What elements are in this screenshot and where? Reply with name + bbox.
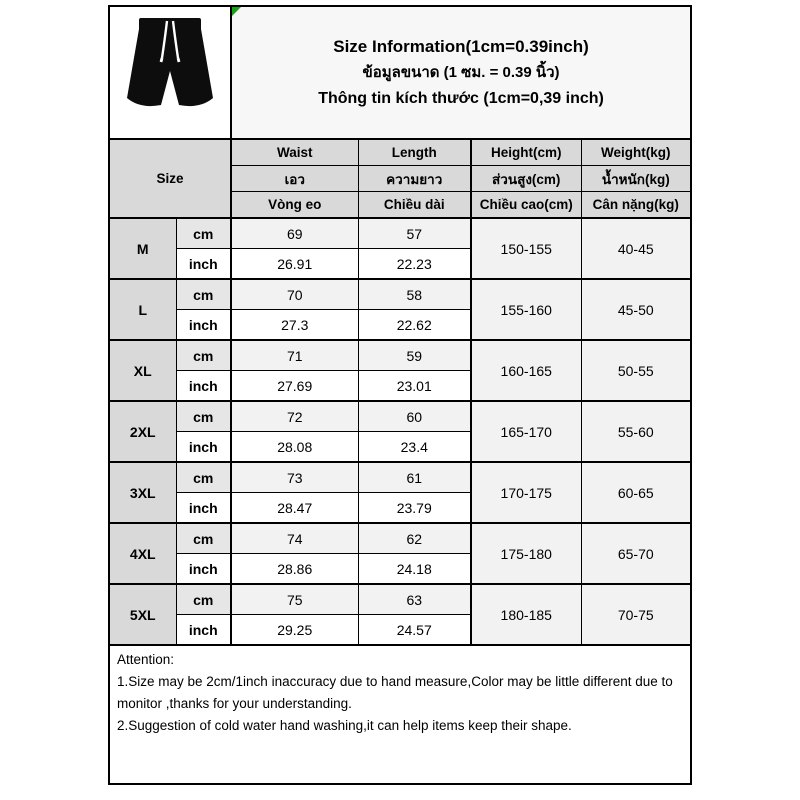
length-value-inch: 23.01 [358, 371, 471, 402]
attention-line-2: 2.Suggestion of cold water hand washing,it can help items keep their shape. [117, 717, 572, 733]
col-header-length-vi: Chiều dài [358, 192, 471, 219]
size-label: XL [109, 340, 176, 401]
height-range: 160-165 [471, 340, 581, 401]
size-label: L [109, 279, 176, 340]
col-header-weight-vi: Cân nặng(kg) [581, 192, 691, 219]
col-header-weight-en: Weight(kg) [581, 139, 691, 166]
unit-label-inch: inch [176, 432, 231, 463]
length-value-cm: 60 [358, 401, 471, 432]
length-value-inch: 22.62 [358, 310, 471, 341]
height-range: 165-170 [471, 401, 581, 462]
length-value-inch: 22.23 [358, 249, 471, 280]
unit-label-inch: inch [176, 371, 231, 402]
col-header-height-th: ส่วนสูง(cm) [471, 166, 581, 192]
length-value-inch: 24.57 [358, 615, 471, 646]
length-value-inch: 23.4 [358, 432, 471, 463]
col-header-height-vi: Chiều cao(cm) [471, 192, 581, 219]
weight-range: 50-55 [581, 340, 691, 401]
shorts-product-image [112, 8, 228, 132]
title-vietnamese: Thông tin kích thước (1cm=0,39 inch) [318, 89, 604, 107]
unit-label-cm: cm [176, 462, 231, 493]
waist-value-inch: 27.3 [231, 310, 358, 341]
attention-title: Attention: [117, 652, 175, 667]
waist-value-cm: 73 [231, 462, 358, 493]
waist-value-cm: 74 [231, 523, 358, 554]
size-label: 5XL [109, 584, 176, 645]
unit-label-inch: inch [176, 249, 231, 280]
col-header-height-en: Height(cm) [471, 139, 581, 166]
waist-value-cm: 70 [231, 279, 358, 310]
col-header-waist-en: Waist [231, 139, 358, 166]
waist-value-inch: 29.25 [231, 615, 358, 646]
size-label: 3XL [109, 462, 176, 523]
unit-label-inch: inch [176, 493, 231, 524]
weight-range: 65-70 [581, 523, 691, 584]
weight-range: 55-60 [581, 401, 691, 462]
unit-label-inch: inch [176, 554, 231, 585]
product-image-cell [109, 6, 231, 139]
size-header: Size [109, 139, 231, 218]
length-value-cm: 62 [358, 523, 471, 554]
unit-label-cm: cm [176, 523, 231, 554]
green-corner-marker-icon [232, 7, 241, 16]
unit-label-cm: cm [176, 340, 231, 371]
size-label: 2XL [109, 401, 176, 462]
title-english: Size Information(1cm=0.39inch) [333, 36, 589, 56]
waist-value-inch: 28.08 [231, 432, 358, 463]
unit-label-inch: inch [176, 310, 231, 341]
height-range: 175-180 [471, 523, 581, 584]
length-value-inch: 24.18 [358, 554, 471, 585]
waist-value-inch: 28.47 [231, 493, 358, 524]
waist-value-cm: 71 [231, 340, 358, 371]
title-cell [231, 6, 691, 139]
length-value-cm: 58 [358, 279, 471, 310]
waist-value-cm: 72 [231, 401, 358, 432]
col-header-length-th: ความยาว [358, 166, 471, 192]
waist-value-inch: 26.91 [231, 249, 358, 280]
size-chart-sheet [108, 5, 690, 785]
waist-value-cm: 69 [231, 218, 358, 249]
height-range: 180-185 [471, 584, 581, 645]
col-header-weight-th: น้ำหนัก(kg) [581, 166, 691, 192]
waist-value-cm: 75 [231, 584, 358, 615]
height-range: 155-160 [471, 279, 581, 340]
size-label: M [109, 218, 176, 279]
col-header-waist-vi: Vòng eo [231, 192, 358, 219]
waist-value-inch: 27.69 [231, 371, 358, 402]
weight-range: 45-50 [581, 279, 691, 340]
col-header-waist-th: เอว [231, 166, 358, 192]
length-value-cm: 63 [358, 584, 471, 615]
weight-range: 60-65 [581, 462, 691, 523]
size-table [108, 5, 692, 785]
col-header-length-en: Length [358, 139, 471, 166]
height-range: 150-155 [471, 218, 581, 279]
unit-label-cm: cm [176, 401, 231, 432]
attention-note [109, 645, 691, 784]
waist-value-inch: 28.86 [231, 554, 358, 585]
unit-label-cm: cm [176, 279, 231, 310]
length-value-cm: 61 [358, 462, 471, 493]
unit-label-cm: cm [176, 218, 231, 249]
weight-range: 40-45 [581, 218, 691, 279]
weight-range: 70-75 [581, 584, 691, 645]
size-label: 4XL [109, 523, 176, 584]
attention-line-1: 1.Size may be 2cm/1inch inaccuracy due to hand measure,Color may be little different due to monitor ,thanks for your understanding. [117, 673, 673, 711]
title-thai: ข้อมูลขนาด (1 ซม. = 0.39 นิ้ว) [362, 63, 560, 81]
height-range: 170-175 [471, 462, 581, 523]
unit-label-cm: cm [176, 584, 231, 615]
length-value-cm: 59 [358, 340, 471, 371]
length-value-inch: 23.79 [358, 493, 471, 524]
unit-label-inch: inch [176, 615, 231, 646]
length-value-cm: 57 [358, 218, 471, 249]
